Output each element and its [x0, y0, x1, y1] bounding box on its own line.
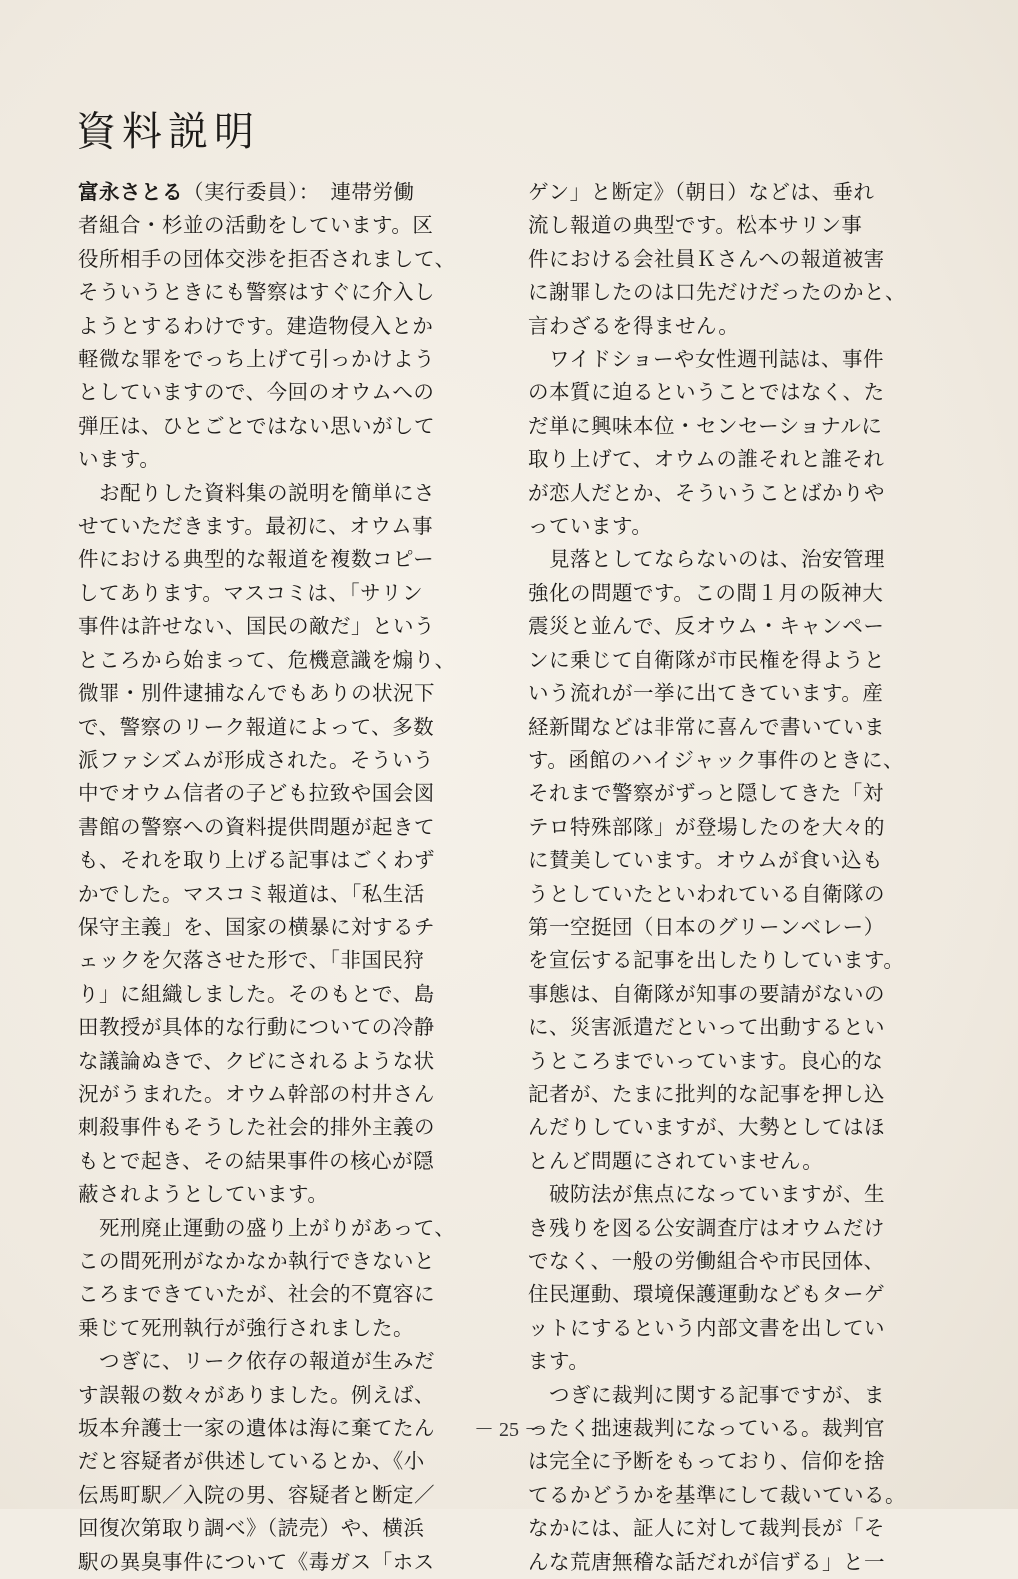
paragraph-line: 者組合・杉並の活動をしています。区 — [78, 213, 434, 238]
paragraph-line — [78, 176, 478, 209]
paragraph-line: 記者が、たまに批判的な記事を押し込 — [528, 1081, 885, 1106]
paragraph-line: 死刑廃止運動の盛り上がりがあって、 — [78, 1215, 456, 1240]
paragraph-line: 弾圧は、ひとごとではない思いがして — [78, 413, 435, 438]
paragraph-line: 事態は、自衛隊が知事の要請がないの — [528, 981, 885, 1006]
paragraph-line: な議論ぬきで、クビにされるような状 — [78, 1048, 435, 1073]
paragraph-line: ころまできていたが、社会的不寛容に — [78, 1282, 435, 1307]
left-column — [78, 176, 478, 1579]
paragraph-line: 況がうまれた。オウム幹部の村井さん — [78, 1081, 435, 1106]
paragraph-line: としていますので、今回のオウムへの — [78, 380, 435, 405]
paragraph-line: 中でオウム信者の子ども拉致や国会図 — [78, 781, 435, 806]
paragraph-line: に謝罪したのは口先だけだったのかと、 — [528, 280, 906, 305]
paragraph-line: 強化の問題です。この間１月の阪神大 — [528, 580, 884, 605]
paragraph-line: に賛美しています。オウムが食い込も — [528, 848, 884, 873]
paragraph-line: 書館の警察への資料提供問題が起きて — [78, 814, 435, 839]
paragraph-line: す誤報の数々がありました。例えば、 — [78, 1382, 435, 1407]
paragraph-line: 微罪・別件逮捕なんでもありの状況下 — [78, 681, 435, 706]
paragraph-line: の本質に迫るということではなく、た — [528, 380, 885, 405]
paragraph-line: を宣伝する記事を出したりしています。 — [528, 948, 905, 973]
paragraph-line: 経新聞などは非常に喜んで書いていま — [528, 714, 885, 739]
paragraph-line: 件における典型的な報道を複数コピー — [78, 547, 435, 572]
speaker-role: （実行委員）： 連帯労働 — [183, 180, 415, 204]
paragraph-line: でなく、一般の労働組合や市民団体、 — [528, 1249, 885, 1273]
paragraph-line: 震災と並んで、反オウム・キャンペー — [528, 614, 885, 639]
paragraph-line: ンに乗じて自衛隊が市民権を得ようと — [528, 647, 885, 672]
paragraph-line: 破防法が焦点になっていますが、生 — [528, 1182, 885, 1207]
paragraph-line: だ単に興味本位・センセーショナルに — [528, 413, 883, 438]
paragraph-line: で、警察のリーク報道によって、多数 — [78, 714, 435, 739]
paragraph-line: テロ特殊部隊」が登場したのを大々的 — [528, 814, 885, 839]
paragraph-line: 駅の異臭事件について《毒ガス「ホス — [78, 1549, 435, 1574]
paragraph-line: だと容疑者が供述しているとか、《小 — [78, 1449, 425, 1474]
paragraph-line: もとで起き、その結果事件の核心が隠 — [78, 1148, 435, 1173]
paragraph-line: ます。 — [528, 1349, 590, 1374]
paragraph-line: かでした。マスコミ報道は、「私生活 — [78, 881, 425, 906]
paragraph-line: いう流れが一挙に出てきています。産 — [528, 681, 884, 706]
paragraph-line: 軽微な罪をでっち上げて引っかけよう — [78, 347, 435, 372]
paragraph-line: せていただきます。最初に、オウム事 — [78, 514, 434, 539]
paragraph-line: ったく拙速裁判になっている。裁判官 — [528, 1416, 885, 1441]
paragraph-line: が恋人だとか、そういうことばかりや — [528, 480, 885, 505]
paragraph-line: は完全に予断をもっており、信仰を捨 — [528, 1449, 885, 1474]
paragraph-line: 派ファシズムが形成された。そういう — [78, 747, 434, 772]
paragraph-line: この間死刑がなかなか執行できないと — [78, 1249, 435, 1273]
paragraph-line: 取り上げて、オウムの誰それと誰それ — [528, 447, 885, 472]
paragraph-line: んだりしていますが、大勢としてはほ — [528, 1115, 885, 1140]
paragraph-line: とんど問題にされていません。 — [528, 1148, 824, 1173]
paragraph-line: っています。 — [528, 514, 653, 539]
paragraph-line: ゲン」と断定》（朝日）などは、垂れ — [528, 180, 875, 204]
paragraph-line: うところまでいっています。良心的な — [528, 1048, 884, 1073]
paragraph-line: 保守主義」を、国家の横暴に対するチ — [78, 914, 435, 939]
paragraph-line: てるかどうかを基準にして裁いている。 — [528, 1482, 906, 1507]
paragraph-line: も、それを取り上げる記事はごくわず — [78, 848, 435, 873]
paragraph-line: り」に組織しました。そのもとで、島 — [78, 981, 435, 1006]
paragraph-line: 第一空挺団（日本のグリーンベレー） — [528, 914, 885, 939]
speaker-name: 富永さとる — [78, 180, 183, 204]
paragraph-line: 伝馬町駅／入院の男、容疑者と断定／ — [78, 1482, 435, 1507]
paragraph-line: 事件は許せない、国民の敵だ」という — [78, 614, 435, 639]
paragraph-line: してあります。マスコミは、「サリン — [78, 580, 424, 605]
paragraph-line: います。 — [78, 447, 161, 472]
paragraph-line: なかには、証人に対して裁判長が「そ — [528, 1516, 885, 1541]
paragraph-line: ェックを欠落させた形で、「非国民狩 — [78, 948, 425, 973]
paragraph-line: 坂本弁護士一家の遺体は海に棄てたん — [78, 1416, 435, 1441]
paragraph-line: つぎに、リーク依存の報道が生みだ — [78, 1349, 435, 1374]
paragraph-line: ところから始まって、危機意識を煽り、 — [78, 647, 456, 672]
paragraph-line: ットにするという内部文書を出してい — [528, 1315, 885, 1340]
paragraph-line: 蔽されようとしています。 — [78, 1182, 329, 1207]
paragraph-line: 見落としてならないのは、治安管理 — [528, 547, 885, 572]
paragraph-line: 田教授が具体的な行動についての冷静 — [78, 1015, 435, 1040]
paragraph-line: 乗じて死刑執行が強行されました。 — [78, 1315, 414, 1340]
page-number: － 25 － — [474, 1419, 544, 1441]
paragraph-line: ワイドショーや女性週刊誌は、事件 — [528, 347, 884, 372]
paragraph-line: お配りした資料集の説明を簡単にさ — [78, 480, 435, 505]
page-title: 資料説明 — [76, 109, 260, 155]
paragraph-line: ようとするわけです。建造物侵入とか — [78, 313, 434, 338]
paragraph-line: んな荒唐無稽な話だれが信ずる」と一 — [528, 1549, 885, 1574]
paragraph-line: 役所相手の団体交渉を拒否されまして、 — [78, 246, 456, 271]
paragraph-line: うとしていたといわれている自衛隊の — [528, 881, 885, 906]
paragraph-line: 回復次第取り調べ》（読売）や、横浜 — [78, 1516, 425, 1541]
paragraph-line: 流し報道の典型です。松本サリン事 — [528, 213, 863, 238]
paragraph-line: 言わざるを得ません。 — [528, 313, 740, 338]
paragraph-line: それまで警察がずっと隠してきた「対 — [528, 781, 884, 806]
paragraph-line: 住民運動、環境保護運動などもターゲ — [528, 1282, 885, 1307]
paragraph-line: き残りを図る公安調査庁はオウムだけ — [528, 1215, 885, 1240]
paragraph-line: す。函館のハイジャック事件のときに、 — [528, 747, 904, 772]
paragraph-line: に、災害派遣だといって出動するとい — [528, 1015, 885, 1040]
paragraph-line: 件における会社員Ｋさんへの報道被害 — [528, 246, 885, 271]
paragraph-line: そういうときにも警察はすぐに介入し — [78, 280, 435, 305]
paragraph-line: 刺殺事件もそうした社会的排外主義の — [78, 1115, 435, 1140]
right-column — [528, 176, 928, 1579]
paragraph-line: つぎに裁判に関する記事ですが、ま — [528, 1382, 885, 1407]
